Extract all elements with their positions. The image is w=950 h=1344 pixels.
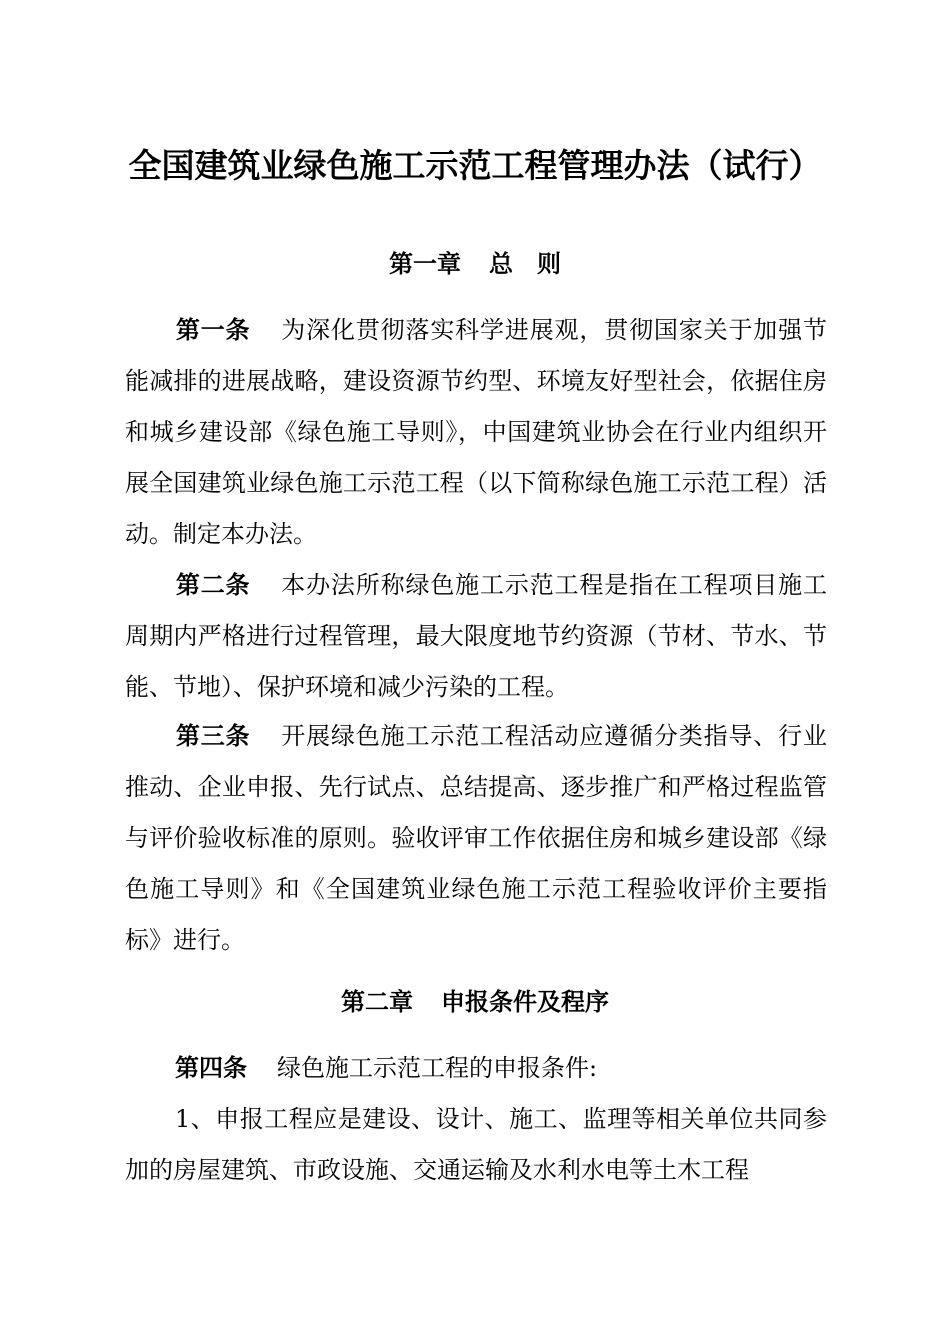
list-item-text: 1、申报工程应是建设、设计、施工、监理等相关单位共同参加的房屋建筑、市政设施、交通运输及水利水电等土木工程 — [125, 1105, 827, 1184]
chapter-title: 申报条件及程序 — [441, 988, 609, 1016]
list-item-paragraph — [125, 1094, 827, 1196]
article-paragraph — [125, 711, 827, 966]
document-title: 全国建筑业绿色施工示范工程管理办法（试行） — [128, 146, 822, 185]
article-label: 第二条 — [175, 571, 251, 599]
article-label: 第四条 — [175, 1054, 247, 1082]
article-text: 绿色施工示范工程的申报条件: — [277, 1054, 598, 1082]
article-text: 开展绿色施工示范工程活动应遵循分类指导、行业推动、企业申报、先行试点、总结提高、逐步推广和严格过程监管与评价验收标准的原则。验收评审工作依据住房和城乡建设部《绿色施工导则》和《全国建筑业绿色施工示范工程验收评价主要指标》进行。 — [125, 722, 828, 954]
chapter-heading-1 — [0, 246, 950, 282]
article-text: 本办法所称绿色施工示范工程是指在工程项目施工周期内严格进行过程管理，最大限度地节约资源（节材、节水、节能、节地）、保护环境和减少污染的工程。 — [125, 571, 828, 701]
article-paragraph — [125, 560, 827, 713]
chapter-word: 总 — [489, 250, 513, 278]
chapter-number: 第二章 — [341, 988, 413, 1016]
article-label: 第三条 — [175, 722, 251, 750]
article-label: 第一条 — [175, 316, 251, 344]
chapter-word: 则 — [537, 250, 561, 278]
chapter-number: 第一章 — [389, 250, 461, 278]
article-paragraph — [125, 1043, 827, 1094]
chapter-heading-2 — [0, 984, 950, 1020]
article-text: 为深化贯彻落实科学进展观，贯彻国家关于加强节能减排的进展战略，建设资源节约型、环境友好型社会，依据住房和城乡建设部《绿色施工导则》，中国建筑业协会在行业内组织开展全国建筑业绿色施工示范工程（以下简称绿色施工示范工程）活动。制定本办法。 — [125, 316, 828, 548]
article-paragraph — [125, 305, 827, 560]
